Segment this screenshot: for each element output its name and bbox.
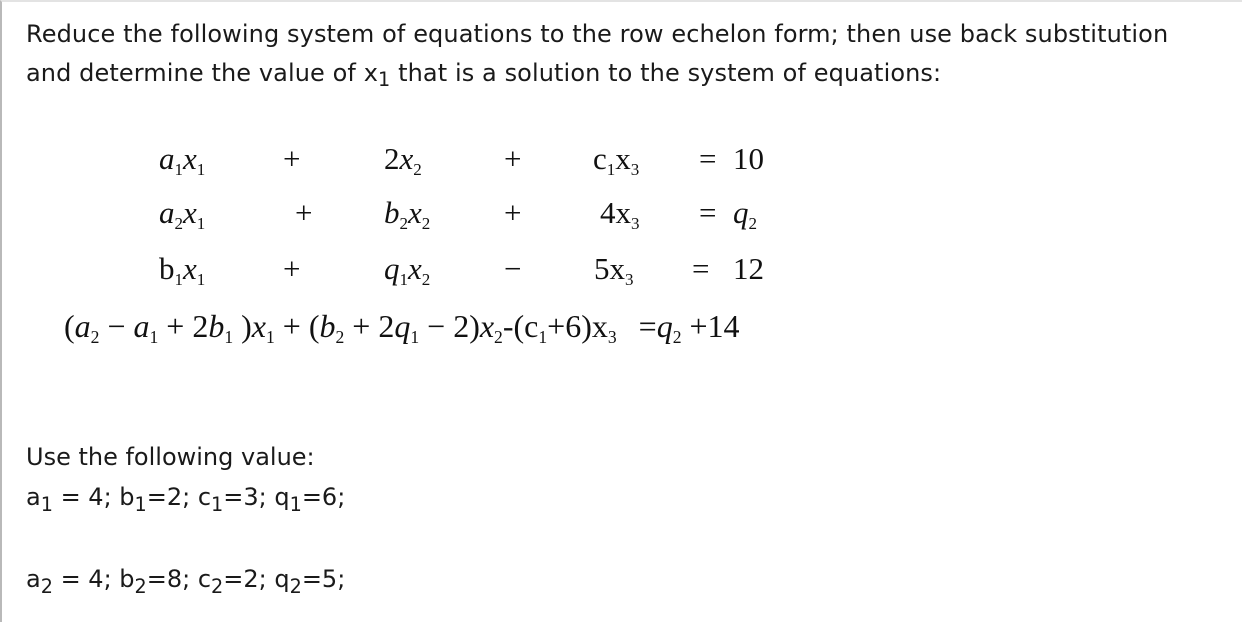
row2-term1: $a_2x_1$ bbox=[159, 195, 206, 233]
question-line-1: Reduce the following system of equations to the row echelon form; then use back substitution bbox=[26, 20, 1169, 48]
row1-rhs: 10 bbox=[733, 141, 764, 176]
row3-op2: − bbox=[504, 251, 522, 286]
row2-term2: $b_2x_2$ bbox=[384, 195, 431, 233]
row3-op1: + bbox=[283, 251, 301, 286]
question-line-2-end: that is a solution to the system of equations: bbox=[390, 59, 942, 87]
row2-op2: + bbox=[504, 195, 522, 230]
question-line-2-start: and determine the value of x bbox=[26, 59, 379, 87]
row1-term3: $c_1x_3$ bbox=[593, 141, 640, 179]
question-text bbox=[26, 15, 1226, 93]
row3-term1: $b_1x_1$ bbox=[159, 251, 206, 289]
question-line-2 bbox=[26, 54, 1226, 93]
row1-equals: = bbox=[699, 141, 717, 176]
row3-term3: $5x_3$ bbox=[594, 251, 634, 289]
equation-row-4: ($a_2 - a_1 + 2b_1$ )$x_1 + (b_2 + 2q_1 - 2)x_2-(c_1+6)x_3 =q_2 +14$ bbox=[64, 308, 740, 348]
row2-op1: + bbox=[295, 195, 313, 230]
row3-term2: $q_1x_2$ bbox=[384, 251, 431, 289]
values-line-2: $a_2 = 4$; $b_2=8$; $c_2=2$; $q_2=5$; bbox=[26, 565, 346, 598]
row3-rhs: 12 bbox=[733, 251, 764, 286]
values-intro: Use the following value: bbox=[26, 443, 315, 471]
row2-rhs: $q_2$ bbox=[733, 195, 758, 233]
row1-term2: $2x_2$ bbox=[384, 141, 422, 179]
row1-op1: + bbox=[283, 141, 301, 176]
row2-equals: = bbox=[699, 195, 717, 230]
values-line-1: $a_1 = 4$; $b_1=2$; $c_1=3$; $q_1=6$; bbox=[26, 483, 346, 516]
row3-equals: = bbox=[692, 251, 710, 286]
row1-term1: $a_1x_1$ bbox=[159, 141, 206, 179]
row2-term3: $4x_3$ bbox=[600, 195, 640, 233]
x-subscript: 1 bbox=[378, 68, 391, 92]
row1-op2: + bbox=[504, 141, 522, 176]
